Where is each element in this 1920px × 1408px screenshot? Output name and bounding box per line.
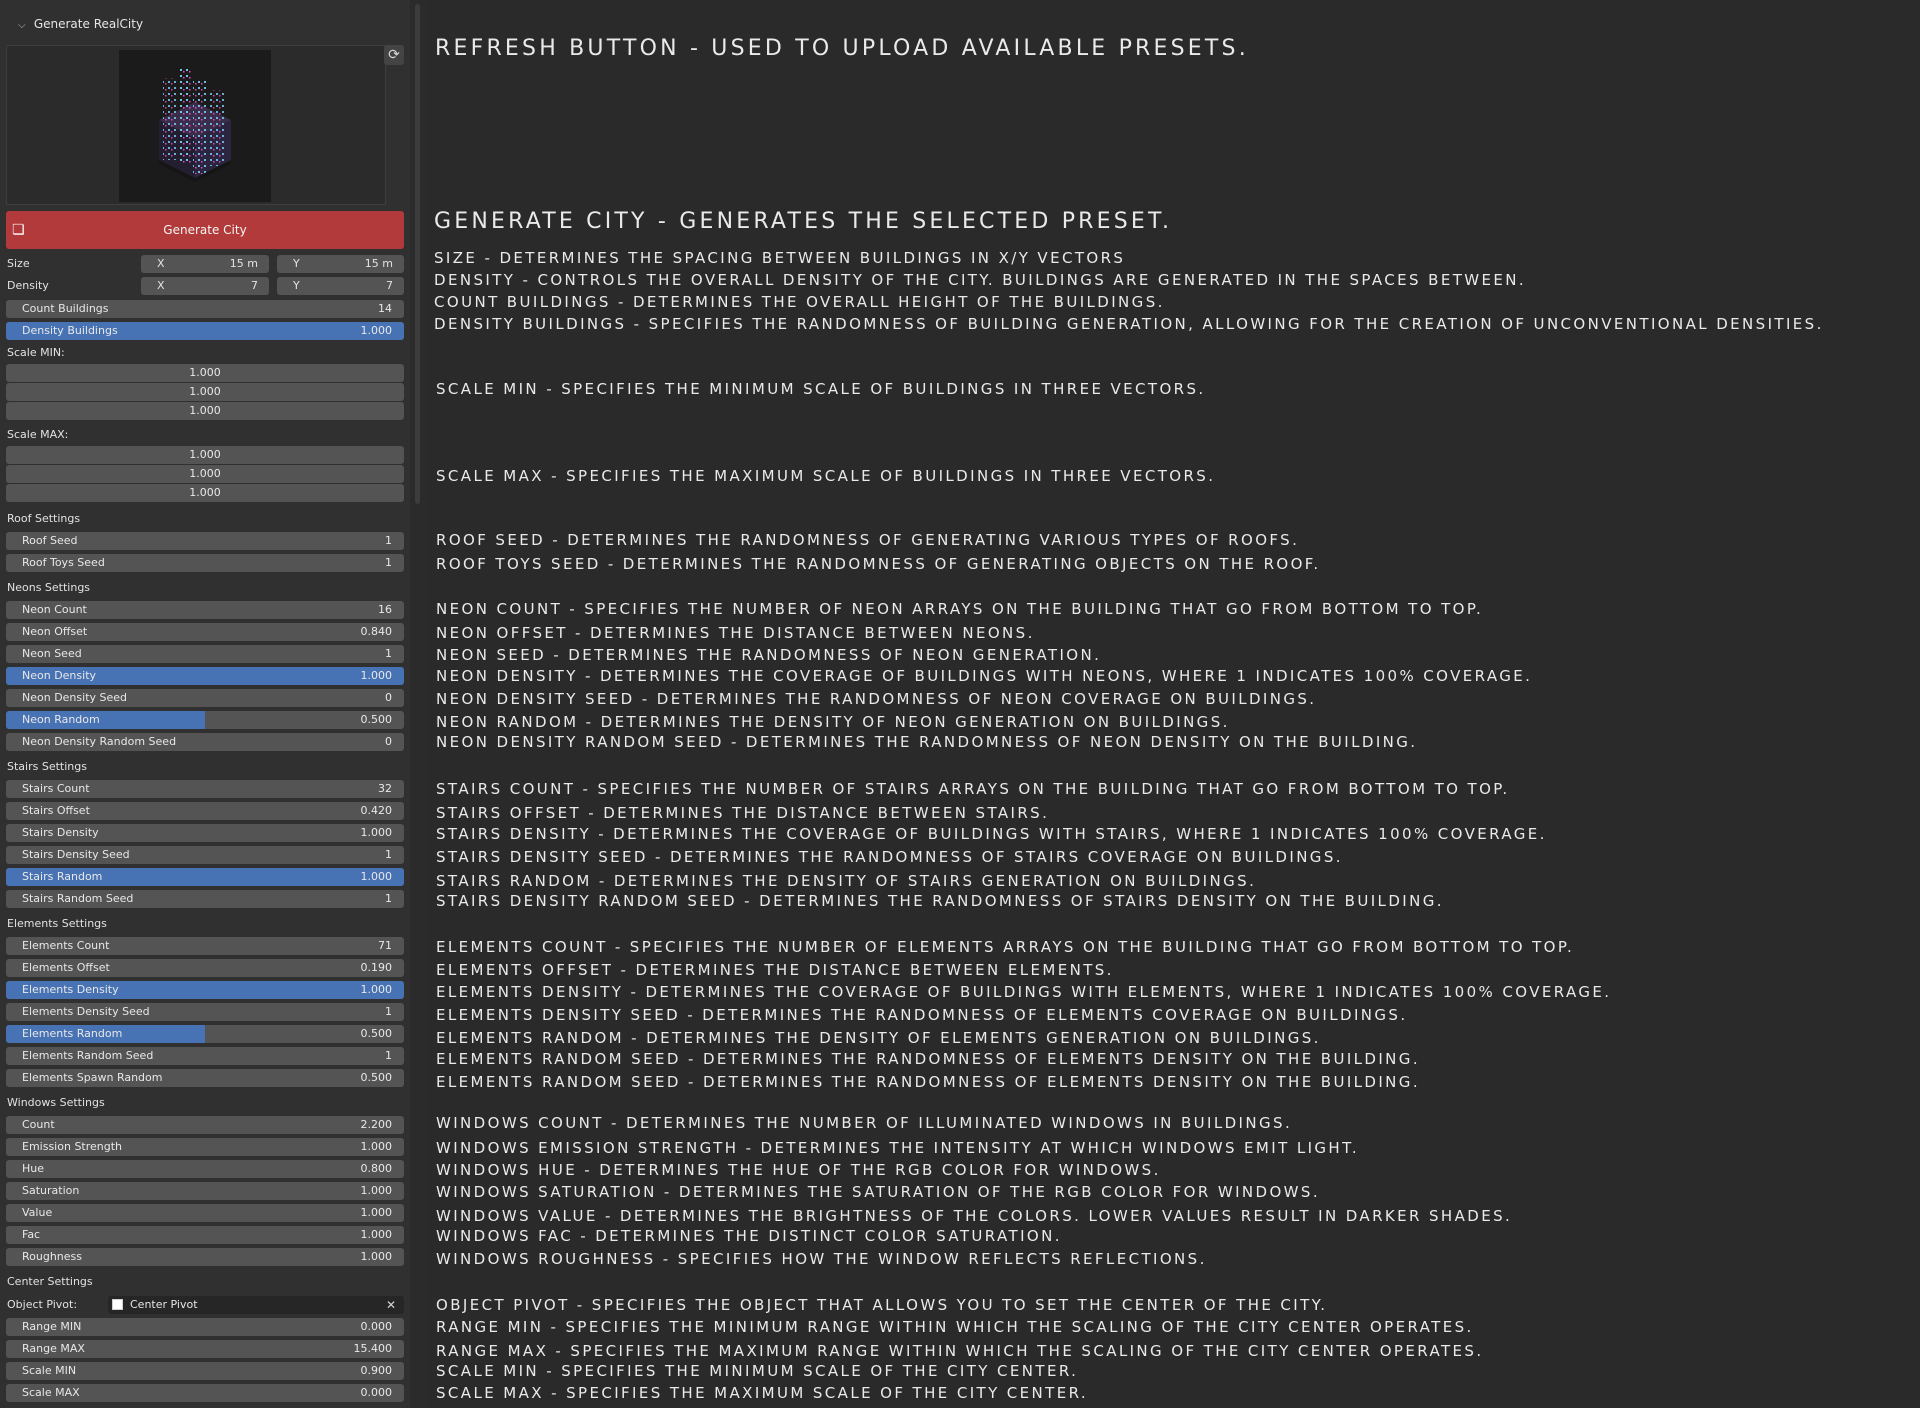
field-value: 1.000 (360, 1184, 392, 1197)
field-value: 0.500 (360, 1027, 392, 1040)
object-pivot-label: Object Pivot: (7, 1298, 78, 1311)
elements-random-slider[interactable] (6, 1025, 404, 1043)
field-label: Stairs Random (22, 870, 103, 883)
field-value: 1.000 (189, 467, 221, 480)
size-x-value: 15 m (229, 257, 258, 270)
roughness-field[interactable] (6, 1248, 404, 1266)
field-label: Neon Density (22, 669, 97, 682)
cube-icon: ❏ (12, 222, 25, 238)
field-value: 1.000 (360, 1140, 392, 1153)
refresh-icon: ⟳ (388, 47, 400, 63)
note-line: WINDOWS VALUE - DETERMINES THE BRIGHTNESS OF THE COLORS. LOWER VALUES RESULT IN DARKER SHADES. (436, 1207, 1513, 1225)
field-label: Neon Random (22, 713, 100, 726)
scale-max-label: Scale MAX: (7, 428, 69, 441)
neon-count-field[interactable] (6, 601, 404, 619)
note-line: NEON COUNT - SPECIFIES THE NUMBER OF NEON ARRAYS ON THE BUILDING THAT GO FROM BOTTOM TO TOP. (436, 600, 1484, 618)
note-line: ELEMENTS RANDOM SEED - DETERMINES THE RANDOMNESS OF ELEMENTS DENSITY ON THE BUILDING. (436, 1073, 1420, 1091)
stairs-count-field[interactable] (6, 780, 404, 798)
size-y-value: 15 m (364, 257, 393, 270)
windows-count-field[interactable] (6, 1116, 404, 1134)
field-value: 1.000 (189, 448, 221, 461)
field-label: Elements Random (22, 1027, 123, 1040)
note-line: ELEMENTS DENSITY - DETERMINES THE COVERAGE OF BUILDINGS WITH ELEMENTS, WHERE 1 INDICATES 100% COVERAGE. (436, 983, 1612, 1001)
field-label: Value (22, 1206, 53, 1219)
field-label: Scale MIN (22, 1364, 77, 1377)
note-line: NEON DENSITY - DETERMINES THE COVERAGE OF BUILDINGS WITH NEONS, WHERE 1 INDICATES 100% COVERAGE. (436, 667, 1533, 685)
roof-toys-seed-field[interactable] (6, 554, 404, 572)
note-line: ELEMENTS COUNT - SPECIFIES THE NUMBER OF ELEMENTS ARRAYS ON THE BUILDING THAT GO FROM BOTTOM TO TOP. (436, 938, 1575, 956)
field-value: 1.000 (189, 486, 221, 499)
field-value: 1.000 (360, 1250, 392, 1263)
field-label: Stairs Count (22, 782, 90, 795)
density-x-axis-label: X (157, 279, 165, 292)
neons-settings-header: Neons Settings (7, 581, 91, 594)
stairs-offset-field[interactable] (6, 802, 404, 820)
size-y-field[interactable] (277, 255, 404, 273)
scale-min-x-field[interactable] (6, 364, 404, 382)
field-label: Stairs Random Seed (22, 892, 134, 905)
field-value: 0.500 (360, 1071, 392, 1084)
density-y-axis-label: Y (293, 279, 300, 292)
preset-thumbnail (119, 50, 271, 202)
note-line: WINDOWS SATURATION - DETERMINES THE SATURATION OF THE RGB COLOR FOR WINDOWS. (436, 1183, 1321, 1201)
saturation-field[interactable] (6, 1182, 404, 1200)
stairs-random-slider[interactable] (6, 868, 404, 886)
neon-density-seed-field[interactable] (6, 689, 404, 707)
hue-field[interactable] (6, 1160, 404, 1178)
note-line: NEON RANDOM - DETERMINES THE DENSITY OF NEON GENERATION ON BUILDINGS. (436, 713, 1230, 731)
field-value: 1 (385, 1049, 392, 1062)
density-buildings-slider[interactable] (6, 322, 404, 340)
note-line: NEON DENSITY RANDOM SEED - DETERMINES THE RANDOMNESS OF NEON DENSITY ON THE BUILDING. (436, 733, 1418, 751)
pivot-value: Center Pivot (130, 1298, 198, 1311)
scale-max-z-field[interactable] (6, 484, 404, 502)
field-value: 1.000 (360, 870, 392, 883)
note-line: STAIRS RANDOM - DETERMINES THE DENSITY OF STAIRS GENERATION ON BUILDINGS. (436, 872, 1257, 890)
field-label: Neon Seed (22, 647, 82, 660)
field-value: 0.900 (360, 1364, 392, 1377)
scrollbar-thumb[interactable] (415, 4, 420, 504)
note-line: ELEMENTS RANDOM SEED - DETERMINES THE RANDOMNESS OF ELEMENTS DENSITY ON THE BUILDING. (436, 1050, 1420, 1068)
note-line: ELEMENTS OFFSET - DETERMINES THE DISTANCE BETWEEN ELEMENTS. (436, 961, 1114, 979)
panel-header[interactable] (18, 17, 143, 31)
note-line: WINDOWS EMISSION STRENGTH - DETERMINES THE INTENSITY AT WHICH WINDOWS EMIT LIGHT. (436, 1139, 1360, 1157)
note-line: SCALE MIN - SPECIFIES THE MINIMUM SCALE OF THE CITY CENTER. (436, 1362, 1079, 1380)
note-line: NEON SEED - DETERMINES THE RANDOMNESS OF NEON GENERATION. (436, 646, 1102, 664)
field-value: 32 (378, 782, 392, 795)
density-x-value: 7 (251, 279, 258, 292)
field-label: Roughness (22, 1250, 83, 1263)
elements-settings-header: Elements Settings (7, 917, 107, 930)
field-label: Neon Count (22, 603, 87, 616)
note-line: SIZE - DETERMINES THE SPACING BETWEEN BUILDINGS IN X/Y VECTORS (434, 249, 1126, 267)
note-line: STAIRS COUNT - SPECIFIES THE NUMBER OF STAIRS ARRAYS ON THE BUILDING THAT GO FROM BOTTOM TO TOP. (436, 780, 1510, 798)
field-label: Stairs Density Seed (22, 848, 130, 861)
field-label: Range MAX (22, 1342, 85, 1355)
field-value: 1 (385, 848, 392, 861)
neon-density-random-seed-field[interactable] (6, 733, 404, 751)
field-value: 1.000 (360, 324, 392, 337)
field-value: 1.000 (360, 1228, 392, 1241)
field-value: 0.000 (360, 1320, 392, 1333)
chevron-down-icon: ⌵ (18, 20, 26, 31)
field-label: Count Buildings (22, 302, 109, 315)
panel-title: Generate RealCity (33, 17, 144, 31)
range-min-field[interactable] (6, 1318, 404, 1336)
stairs-density-field[interactable] (6, 824, 404, 842)
field-value: 0.190 (360, 961, 392, 974)
density-y-value: 7 (386, 279, 393, 292)
field-label: Scale MAX (22, 1386, 80, 1399)
note-line: ROOF SEED - DETERMINES THE RANDOMNESS OF GENERATING VARIOUS TYPES OF ROOFS. (436, 531, 1300, 549)
field-label: Elements Spawn Random (22, 1071, 163, 1084)
size-label: Size (7, 257, 30, 270)
value-field[interactable] (6, 1204, 404, 1222)
close-icon[interactable]: ✕ (385, 1298, 396, 1312)
addon-panel (0, 0, 410, 1408)
generate-city-button[interactable] (6, 211, 404, 249)
elements-offset-field[interactable] (6, 959, 404, 977)
note-line: ELEMENTS DENSITY SEED - DETERMINES THE RANDOMNESS OF ELEMENTS COVERAGE ON BUILDINGS. (436, 1006, 1408, 1024)
field-value: 1 (385, 892, 392, 905)
field-label: Elements Offset (22, 961, 110, 974)
field-value: 1.000 (189, 366, 221, 379)
field-value: 0 (385, 691, 392, 704)
note-line: STAIRS DENSITY RANDOM SEED - DETERMINES THE RANDOMNESS OF STAIRS DENSITY ON THE BUILDING. (436, 892, 1444, 910)
field-label: Elements Density (22, 983, 119, 996)
note-line: STAIRS OFFSET - DETERMINES THE DISTANCE BETWEEN STAIRS. (436, 804, 1050, 822)
stairs-random-seed-field[interactable] (6, 890, 404, 908)
scale-min-label: Scale MIN: (7, 346, 65, 359)
fac-field[interactable] (6, 1226, 404, 1244)
field-label: Range MIN (22, 1320, 82, 1333)
note-scale-max: SCALE MAX - SPECIFIES THE MAXIMUM SCALE OF BUILDINGS IN THREE VECTORS. (436, 467, 1216, 485)
density-x-field[interactable] (141, 277, 269, 295)
field-label: Elements Count (22, 939, 110, 952)
note-line: WINDOWS FAC - DETERMINES THE DISTINCT COLOR SATURATION. (436, 1227, 1062, 1245)
count-buildings-field[interactable] (6, 300, 404, 318)
field-value: 1.000 (360, 669, 392, 682)
field-label: Neon Offset (22, 625, 88, 638)
panel-scrollbar[interactable] (410, 0, 426, 1408)
center-scale-max-field[interactable] (6, 1384, 404, 1402)
field-label: Density Buildings (22, 324, 118, 337)
neon-seed-field[interactable] (6, 645, 404, 663)
field-value: 0 (385, 735, 392, 748)
field-label: Neon Density Seed (22, 691, 128, 704)
note-line: RANGE MAX - SPECIFIES THE MAXIMUM RANGE WITHIN WHICH THE SCALING OF THE CITY CENTER OPERATES. (436, 1342, 1484, 1360)
field-value: 1 (385, 556, 392, 569)
field-label: Neon Density Random Seed (22, 735, 177, 748)
field-value: 1 (385, 1005, 392, 1018)
documentation-area (426, 0, 1920, 1408)
neon-offset-field[interactable] (6, 623, 404, 641)
size-x-field[interactable] (141, 255, 269, 273)
note-line: DENSITY - CONTROLS THE OVERALL DENSITY OF THE CITY. BUILDINGS ARE GENERATED IN THE SPACES BETWEEN. (434, 271, 1527, 289)
note-line: DENSITY BUILDINGS - SPECIFIES THE RANDOMNESS OF BUILDING GENERATION, ALLOWING FOR THE CREATION OF UNCONVENTIONAL DENSITIES. (434, 315, 1824, 333)
field-value: 0.420 (360, 804, 392, 817)
field-label: Hue (22, 1162, 45, 1175)
object-icon (112, 1299, 123, 1310)
field-value: 1.000 (189, 385, 221, 398)
neon-random-slider[interactable] (6, 711, 404, 729)
field-value: 15.400 (353, 1342, 392, 1355)
stairs-density-seed-field[interactable] (6, 846, 404, 864)
generate-city-label: Generate City (163, 223, 247, 237)
density-y-field[interactable] (277, 277, 404, 295)
note-line: STAIRS DENSITY SEED - DETERMINES THE RANDOMNESS OF STAIRS COVERAGE ON BUILDINGS. (436, 848, 1343, 866)
field-label: Count (22, 1118, 55, 1131)
field-value: 1.000 (189, 404, 221, 417)
object-pivot-field[interactable] (108, 1296, 404, 1314)
field-value: 1 (385, 647, 392, 660)
note-refresh: REFRESH BUTTON - USED TO UPLOAD AVAILABLE PRESETS. (435, 36, 1249, 61)
note-line: WINDOWS ROUGHNESS - SPECIFIES HOW THE WINDOW REFLECTS REFLECTIONS. (436, 1250, 1207, 1268)
note-scale-min: SCALE MIN - SPECIFIES THE MINIMUM SCALE OF BUILDINGS IN THREE VECTORS. (436, 380, 1206, 398)
elements-count-field[interactable] (6, 937, 404, 955)
neon-density-slider[interactable] (6, 667, 404, 685)
size-y-axis-label: Y (293, 257, 300, 270)
note-line: ROOF TOYS SEED - DETERMINES THE RANDOMNESS OF GENERATING OBJECTS ON THE ROOF. (436, 555, 1321, 573)
field-label: Fac (22, 1228, 41, 1241)
field-value: 16 (378, 603, 392, 616)
scale-max-y-field[interactable] (6, 465, 404, 483)
scale-min-z-field[interactable] (6, 402, 404, 420)
field-value: 0.840 (360, 625, 392, 638)
elements-density-slider[interactable] (6, 981, 404, 999)
emission-strength-field[interactable] (6, 1138, 404, 1156)
note-line: RANGE MIN - SPECIFIES THE MINIMUM RANGE WITHIN WHICH THE SCALING OF THE CITY CENTER OPERATES. (436, 1318, 1474, 1336)
note-line: SCALE MAX - SPECIFIES THE MAXIMUM SCALE OF THE CITY CENTER. (436, 1384, 1089, 1402)
stairs-settings-header: Stairs Settings (7, 760, 87, 773)
note-line: STAIRS DENSITY - DETERMINES THE COVERAGE OF BUILDINGS WITH STAIRS, WHERE 1 INDICATES 100% COVERAGE. (436, 825, 1547, 843)
note-line: WINDOWS COUNT - DETERMINES THE NUMBER OF ILLUMINATED WINDOWS IN BUILDINGS. (436, 1114, 1293, 1132)
field-value: 1.000 (360, 983, 392, 996)
field-label: Roof Toys Seed (22, 556, 105, 569)
elements-random-seed-field[interactable] (6, 1047, 404, 1065)
field-value: 0.000 (360, 1386, 392, 1399)
elements-density-seed-field[interactable] (6, 1003, 404, 1021)
field-label: Roof Seed (22, 534, 78, 547)
density-label: Density (7, 279, 49, 292)
note-line: OBJECT PIVOT - SPECIFIES THE OBJECT THAT ALLOWS YOU TO SET THE CENTER OF THE CITY. (436, 1296, 1328, 1314)
refresh-presets-button[interactable] (384, 45, 404, 65)
note-line: NEON DENSITY SEED - DETERMINES THE RANDOMNESS OF NEON COVERAGE ON BUILDINGS. (436, 690, 1317, 708)
note-line: WINDOWS HUE - DETERMINES THE HUE OF THE RGB COLOR FOR WINDOWS. (436, 1161, 1161, 1179)
elements-spawn-random-field[interactable] (6, 1069, 404, 1087)
field-value: 2.200 (360, 1118, 392, 1131)
field-value: 1.000 (360, 1206, 392, 1219)
field-label: Elements Random Seed (22, 1049, 154, 1062)
range-max-field[interactable] (6, 1340, 404, 1358)
note-generate: GENERATE CITY - GENERATES THE SELECTED PRESET. (434, 209, 1173, 234)
center-scale-min-field[interactable] (6, 1362, 404, 1380)
roof-settings-header: Roof Settings (7, 512, 81, 525)
windows-settings-header: Windows Settings (7, 1096, 105, 1109)
roof-seed-field[interactable] (6, 532, 404, 550)
note-line: NEON OFFSET - DETERMINES THE DISTANCE BETWEEN NEONS. (436, 624, 1035, 642)
scale-max-x-field[interactable] (6, 446, 404, 464)
field-value: 1.000 (360, 826, 392, 839)
field-label: Elements Density Seed (22, 1005, 150, 1018)
center-settings-header: Center Settings (7, 1275, 93, 1288)
note-line: ELEMENTS RANDOM - DETERMINES THE DENSITY OF ELEMENTS GENERATION ON BUILDINGS. (436, 1029, 1321, 1047)
field-value: 1 (385, 534, 392, 547)
field-value: 0.800 (360, 1162, 392, 1175)
field-value: 14 (378, 302, 392, 315)
size-x-axis-label: X (157, 257, 165, 270)
field-label: Emission Strength (22, 1140, 123, 1153)
field-label: Saturation (22, 1184, 80, 1197)
field-value: 71 (378, 939, 392, 952)
scale-min-y-field[interactable] (6, 383, 404, 401)
field-value: 0.500 (360, 713, 392, 726)
note-line: COUNT BUILDINGS - DETERMINES THE OVERALL HEIGHT OF THE BUILDINGS. (434, 293, 1165, 311)
preset-preview[interactable] (6, 45, 386, 205)
field-label: Stairs Offset (22, 804, 90, 817)
field-label: Stairs Density (22, 826, 99, 839)
